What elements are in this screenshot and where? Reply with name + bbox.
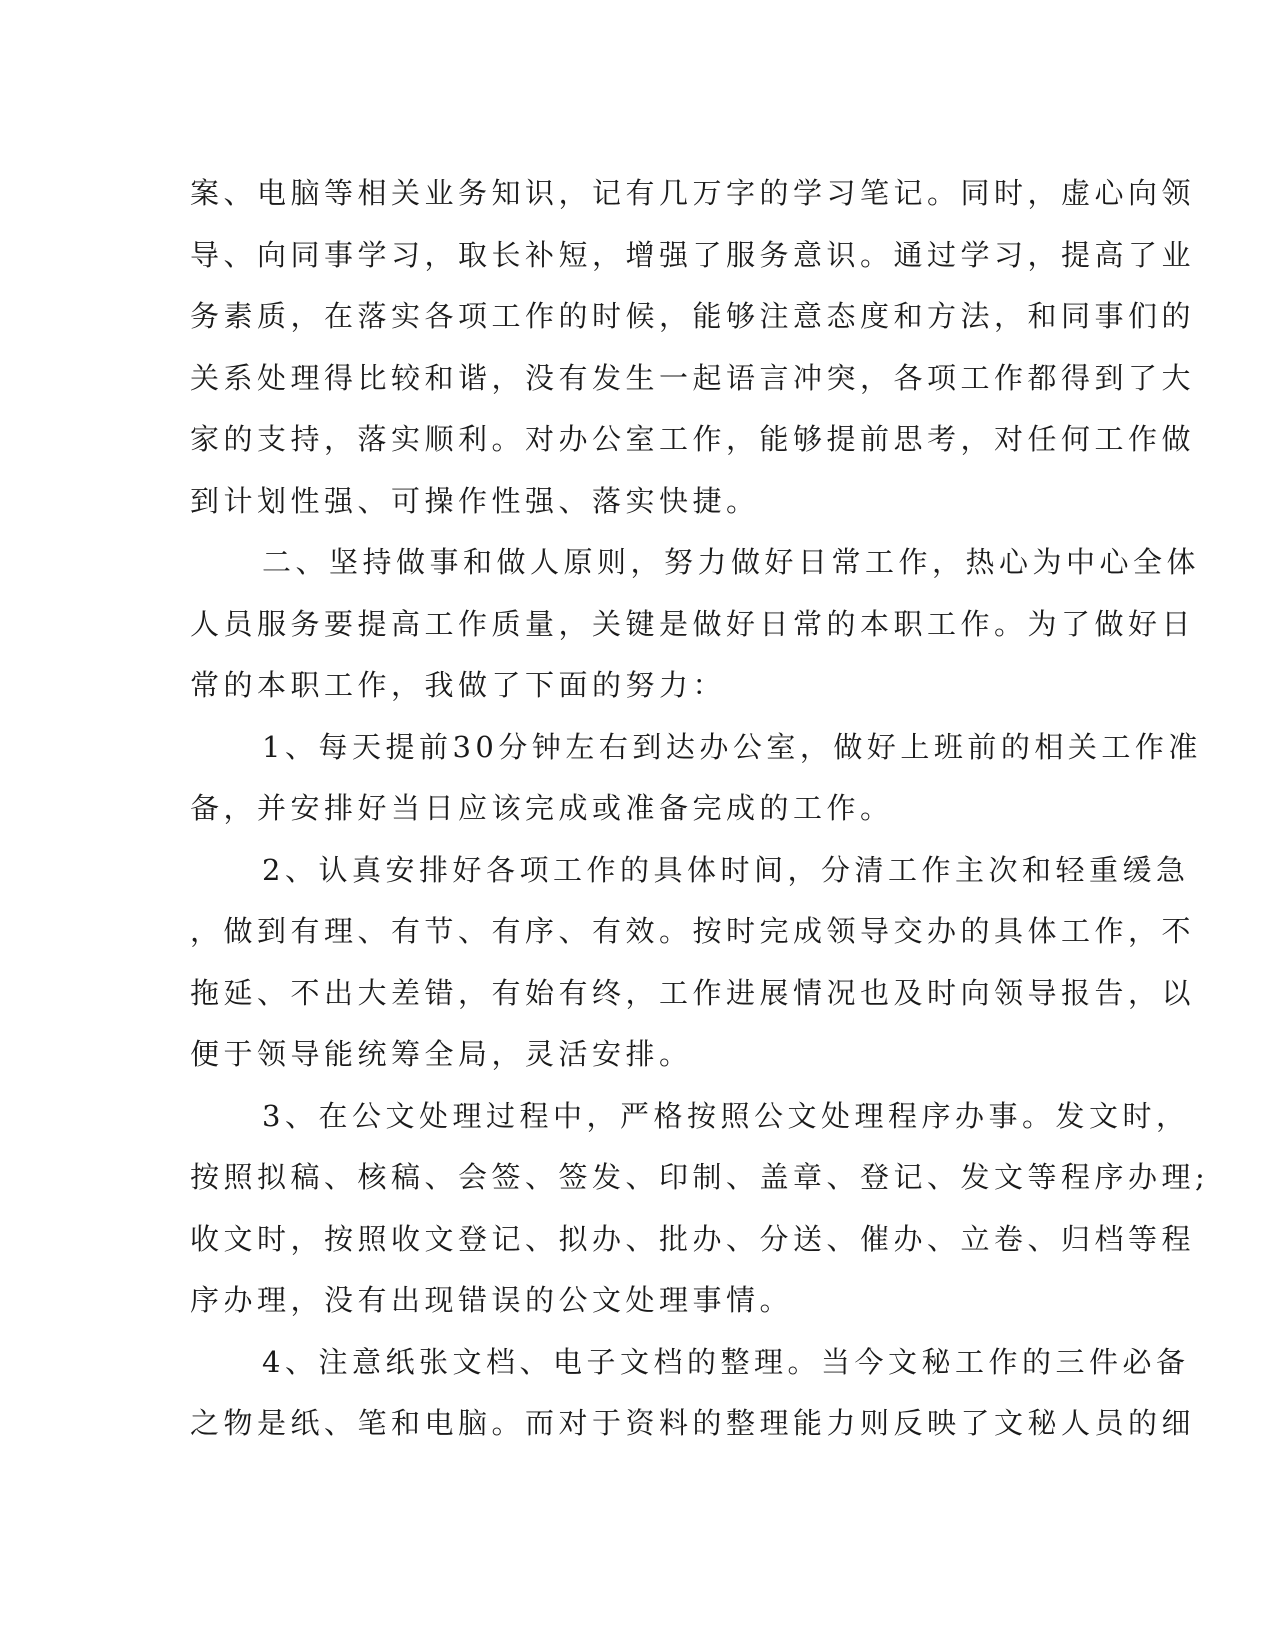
text-line: 家的支持，落实顺利。对办公室工作，能够提前思考，对任何工作做 xyxy=(190,422,1196,456)
text-line: 案、电脑等相关业务知识，记有几万字的学习笔记。同时，虚心向领 xyxy=(190,176,1196,210)
section-heading-two: 二、坚持做事和做人原则，努力做好日常工作，热心为中心全体 xyxy=(262,545,1201,579)
text-line: 便于领导能统筹全局，灵活安排。 xyxy=(190,1037,693,1071)
text-line: 关系处理得比较和谐，没有发生一起语言冲突，各项工作都得到了大 xyxy=(190,360,1196,395)
text-line: 备，并安排好当日应该完成或准备完成的工作。 xyxy=(190,791,894,825)
text-line: 拖延、不出大差错，有始有终，工作进展情况也及时向领导报告，以 xyxy=(190,975,1196,1010)
list-item-3: 3、在公文处理过程中，严格按照公文处理程序办事。发文时， xyxy=(262,1098,1190,1133)
text-line: 导、向同事学习，取长补短，增强了服务意识。通过学习，提高了业 xyxy=(190,237,1196,272)
list-item-4: 4、注意纸张文档、电子文档的整理。当今文秘工作的三件必备 xyxy=(262,1344,1190,1379)
text-line: 收文时，按照收文登记、拟办、批办、分送、催办、立卷、归档等程 xyxy=(190,1221,1196,1256)
text-line: 到计划性强、可操作性强、落实快捷。 xyxy=(190,483,760,518)
text-line: 务素质，在落实各项工作的时候，能够注意态度和方法，和同事们的 xyxy=(190,299,1196,333)
text-line: 按照拟稿、核稿、会签、签发、印制、盖章、登记、发文等程序办理; xyxy=(190,1160,1210,1194)
text-line: ，做到有理、有节、有序、有效。按时完成领导交办的具体工作，不 xyxy=(190,914,1196,948)
text-line: 人员服务要提高工作质量，关键是做好日常的本职工作。为了做好日 xyxy=(190,606,1196,641)
body-text xyxy=(190,163,1210,1455)
list-item-1: 1、每天提前30分钟左右到达办公室，做好上班前的相关工作准 xyxy=(262,729,1202,764)
text-line: 序办理，没有出现错误的公文处理事情。 xyxy=(190,1283,794,1317)
text-line: 之物是纸、笔和电脑。而对于资料的整理能力则反映了文秘人员的细 xyxy=(190,1406,1196,1440)
list-item-2: 2、认真安排好各项工作的具体时间，分清工作主次和轻重缓急 xyxy=(262,852,1190,887)
text-line: 常的本职工作，我做了下面的努力： xyxy=(190,668,727,702)
